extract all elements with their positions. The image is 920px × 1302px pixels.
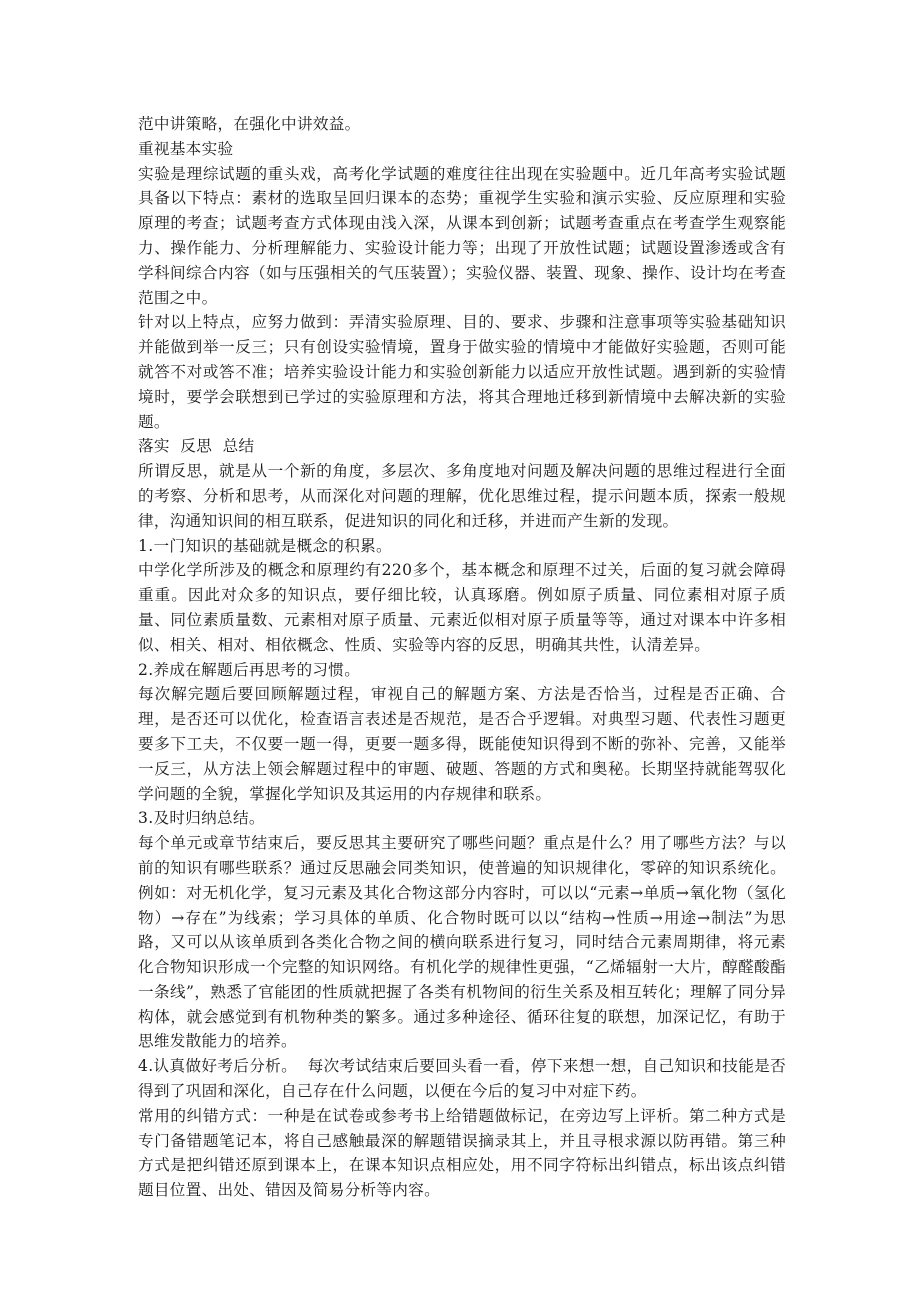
numbered-heading: 2.养成在解题后再思考的习惯。	[138, 660, 361, 679]
paragraph: 所谓反思，就是从一个新的角度，多层次、多角度地对问题及解决问题的思维过程进行全面的考察、分析和思考，从而深化对问题的理解，优化思维过程，提示问题本质，探索一般规律，沟通知识间的相互联系，促进知识的同化和迁移，并进而产生新的发现。	[138, 462, 786, 530]
paragraph: 中学化学所涉及的概念和原理约有220多个，基本概念和原理不过关，后面的复习就会障碍重重。因此对众多的知识点，要仔细比较，认真琢磨。例如原子质量、同位素相对原子质量、同位素质量数、元素相对原子质量、元素近似相对原子质量等等，通过对课本中许多相似、相关、相对、相依概念、性质、实验等内容的反思，明确其共性，认清差异。	[138, 561, 786, 654]
paragraph: 每次解完题后要回顾解题过程，审视自己的解题方案、方法是否恰当，过程是否正确、合理，是否还可以优化，检查语言表述是否规范，是否合乎逻辑。对典型习题、代表性习题更要多下工夫，不仅要一题一得，更要一题多得，既能使知识得到不断的弥补、完善，又能举一反三，从方法上领会解题过程中的审题、破题、答题的方式和奥秘。长期坚持就能驾驭化学问题的全貌，掌握化学知识及其运用的内存规律和联系。	[138, 685, 786, 803]
numbered-heading: 3.及时归纳总结。	[138, 809, 265, 828]
paragraph: 针对以上特点，应努力做到：弄清实验原理、目的、要求、步骤和注意事项等实验基础知识并能做到举一反三；只有创设实验情境，置身于做实验的情境中才能做好实验题，否则可能就答不对或答不准；培养实验设计能力和实验创新能力以适应开放性试题。遇到新的实验情境时，要学会联想到已学过的实验原理和方法，将其合理地迁移到新情境中去解决新的实验题。	[138, 313, 786, 431]
paragraph: 实验是理综试题的重头戏，高考化学试题的难度往往出现在实验题中。近几年高考实验试题具备以下特点：素材的选取呈回归课本的态势；重视学生实验和演示实验、反应原理和实验原理的考查；试题考查方式体现由浅入深，从课本到创新；试题考查重点在考查学生观察能力、操作能力、分析理解能力、实验设计能力等；出现了开放性试题；试题设置渗透或含有学科间综合内容（如与压强相关的气压装置）；实验仪器、装置、现象、操作、设计均在考查范围之中。	[138, 164, 786, 307]
paragraph: 范中讲策略，在强化中讲效益。	[138, 115, 361, 133]
document-body	[138, 112, 786, 1203]
paragraph: 每个单元或章节结束后，要反思其主要研究了哪些问题？重点是什么？用了哪些方法？与以前的知识有哪些联系？通过反思融会同类知识，使普遍的知识规律化，零碎的知识系统化。例如：对无机化学，复习元素及其化合物这部分内容时，可以以“元素→单质→氧化物（氢化物）→存在”为线索；学习具体的单质、化合物时既可以以“结构→性质→用途→制法”为思路，又可以从该单质到各类化合物之间的横向联系进行复习，同时结合元素周期律，将元素化合物知识形成一个完整的知识网络。有机化学的规律性更强，“乙烯辐射一大片，醇醛酸酯一条线”，熟悉了官能团的性质就把握了各类有机物间的衍生关系及相互转化；理解了同分异构体，就会感觉到有机物种类的繁多。通过多种途径、循环往复的联想，加深记忆，有助于思维发散能力的培养。	[138, 834, 786, 1051]
paragraph: 常用的纠错方式：一种是在试卷或参考书上给错题做标记，在旁边写上评析。第二种方式是专门备错题笔记本，将自己感触最深的解题错误摘录其上，并且寻根求源以防再错。第三种方式是把纠错还原到课本上，在课本知识点相应处，用不同字符标出纠错点，标出该点纠错题目位置、出处、错因及简易分析等内容。	[138, 1106, 786, 1200]
numbered-heading: 1.一门知识的基础就是概念的积累。	[138, 536, 392, 555]
paragraph: 4.认真做好考后分析。 每次考试结束后要回头看一看，停下来想一想，自己知识和技能是否得到了巩固和深化，自己存在什么问题，以便在今后的复习中对症下药。	[138, 1057, 786, 1101]
section-heading: 重视基本实验	[138, 139, 234, 158]
section-heading: 落实 反思 总结	[138, 437, 255, 456]
